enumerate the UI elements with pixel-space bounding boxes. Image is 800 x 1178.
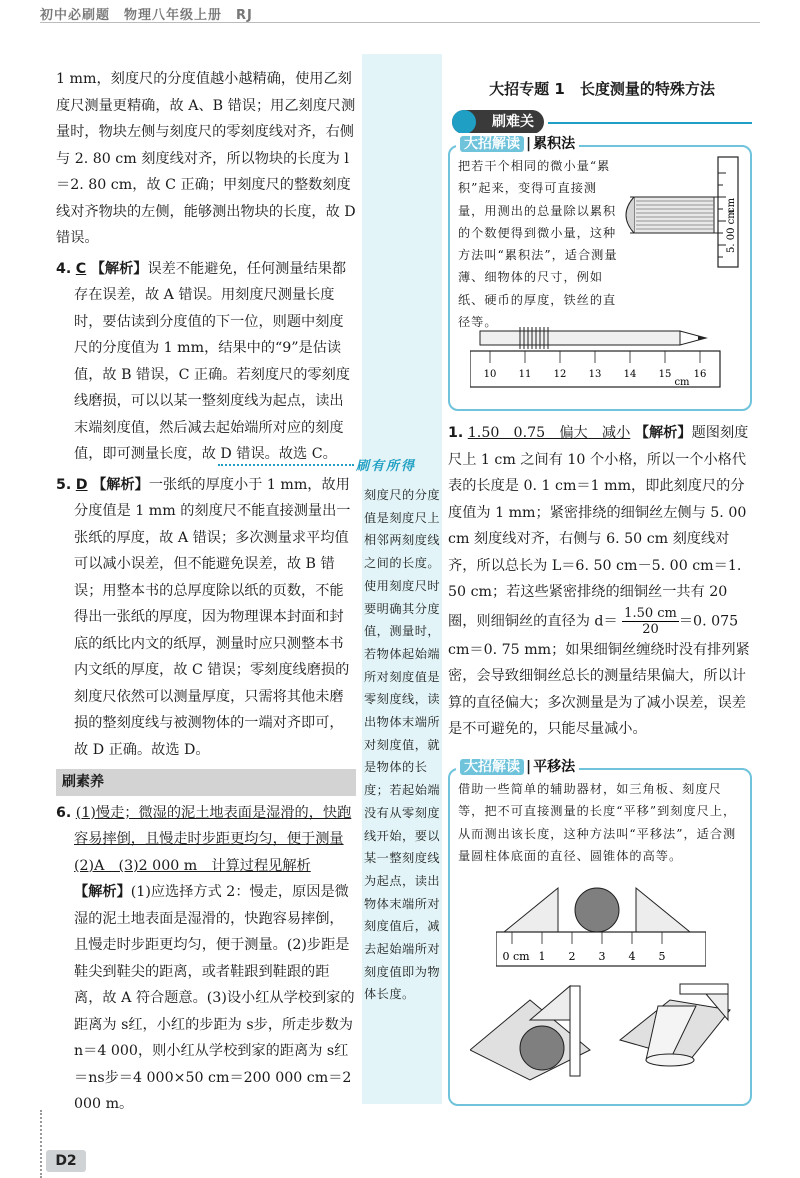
method-title: 大招解读 | 平移法 — [456, 756, 579, 776]
margin-note-tag: 刷有所得 — [356, 459, 417, 474]
analysis-label: 【解析】 — [74, 884, 131, 900]
method-box-accumulation — [448, 136, 752, 411]
ruler-side-label: 5. 00 cm — [726, 209, 737, 253]
answer-letter: D — [75, 476, 88, 493]
tick-unit: cm — [674, 377, 690, 388]
tick-label: 5 — [658, 950, 666, 963]
badge-rule — [548, 122, 752, 124]
section-badge-label: 刷难关 — [492, 114, 534, 130]
question-number: 5. — [56, 476, 72, 493]
question-5 — [56, 472, 356, 764]
wire-coil-diagram — [470, 323, 730, 407]
tick-label: 3 — [598, 950, 606, 963]
topic-title: 大招专题 1 长度测量的特殊方法 — [489, 80, 715, 98]
answer-part-1: (1)慢走；微湿的泥土地表面是湿滑的，快跑容易摔倒，且慢走时步距更均匀，便于测量 — [74, 804, 352, 847]
section-badge — [452, 110, 544, 134]
analysis-text: 一张纸的厚度小于 1 mm，故用分度值是 1 mm 的刻度尺不能直接测量出一张纸的厚度，故 A 错误；多次测量求平均值可以减小误差，但不能避免误差，故 B 错误；用整本书的总厚度除以纸的页数，不能得出一张纸的厚度，因为物理课本封面和封底的纸比内文的纸厚，测量时应只测整本书内文纸的厚度，故 C 错误；零刻度线磨损的刻度尺依然可以测量厚度，只需将其他未磨损的整刻度线与被测物体的一端对齐即可，故 D 正确。故选 D。 — [74, 476, 351, 758]
tick-label: 2 — [568, 950, 576, 963]
tick-label: 15 — [658, 369, 672, 380]
pencil-icon — [452, 110, 476, 134]
tick-label: 4 — [628, 950, 636, 963]
tick-label: 1 — [538, 950, 546, 963]
tick-label: 10 — [483, 369, 497, 380]
fraction — [622, 606, 679, 637]
question-1 — [448, 420, 752, 743]
margin-dotted-line — [40, 1110, 42, 1178]
analysis-text: (1)应选择方式 2：慢走，原因是微湿的泥土地表面是湿滑的，快跑容易摔倒，且慢走时步距更均匀，便于测量。(2)步距是鞋尖到鞋尖的距离，或者鞋跟到鞋跟的距离，故 A 符合题意。(3)设小红从学校到家的距离为 s红，小红的步距为 s步，所走步数为 n＝4 000，则小红从学校到家的距离为 s红＝ns步＝4 000×50 cm＝200 000 cm＝2 000 m。 — [74, 884, 355, 1112]
book-thickness-diagram — [610, 153, 750, 271]
tick-label: 0 cm — [502, 950, 530, 963]
analysis-label: 【解析】 — [634, 425, 692, 441]
question-number: 6. — [56, 804, 72, 821]
header-divider — [40, 22, 760, 23]
tick-label: 16 — [693, 369, 707, 380]
page-header: 初中必刷题 物理八年级上册 RJ — [40, 8, 253, 23]
fraction-numerator: 1.50 cm — [624, 605, 677, 621]
question-number: 1. — [448, 425, 464, 441]
analysis-label: 【解析】 — [92, 476, 149, 493]
answer-part-2: (2)A (3)2 000 m 计算过程见解析 — [74, 857, 311, 874]
tick-label: 11 — [518, 369, 532, 380]
method-text-1: 把若干个相同的微小量“累积”起来，变得可直接测量，用测出的总量除以累积的个数便得到微小量，这种方法叫“累积法”，适合测量薄、细物体的尺寸，例如纸、硬币的厚度，铁丝的直径等。 — [458, 159, 618, 330]
tick-label: 13 — [588, 369, 602, 380]
analysis-text: 误差不能避免，任何测量结果都存在误差，故 A 错误。用刻度尺测量长度时，要估读到分度值的下一位，则题中刻度尺的分度值为 1 mm，结果中的“9”是估读值，故 B 错误，C 正确。若刻度尺的零刻度线磨损，可以以某一整刻度线为起点，读出末端刻度值，然后减去起始端所对应的刻度值，即可测量长度，故 D 错误。故选 C。 — [74, 260, 350, 462]
analysis-label: 【解析】 — [90, 260, 148, 277]
answer-letter: C — [75, 260, 87, 277]
method-title-a: 大招解读 — [460, 759, 524, 775]
method-title-a: 大招解读 — [460, 136, 524, 152]
question-4 — [56, 256, 356, 468]
method-box-translation — [448, 759, 752, 1106]
left-column — [56, 66, 356, 1118]
margin-note-text: 刻度尺的分度值是刻度尺上相邻两刻度线之间的长度。使用刻度尺时要明确其分度值，测量时，若物体起始端所对刻度值是零刻度线，读出物体末端所对刻度值，就是物体的长度；若起始端没有从零刻度线开始，要以某一整刻度线为起点，读出物体末端所对刻度值后，减去起始端所对刻度值即为物体长度。 — [364, 488, 441, 1002]
cylinder-cone-diagram — [470, 980, 740, 1100]
dotted-leader — [218, 464, 354, 466]
circle-diameter-diagram — [496, 880, 706, 968]
right-column — [452, 60, 752, 136]
method-title: 大招解读 | 累积法 — [456, 133, 579, 153]
analysis-text-1: 题图刻度尺上 1 cm 之间有 10 个小格，所以一个小格代表的长度是 0. 1 cm＝1 mm，即此刻度尺的分度值为 1 mm；紧密排绕的细铜丝左侧与 5. 00 cm 刻度线对齐，右侧与 6. 50 cm 刻度线对齐，所以总长为 L＝6. 50 cm－5. 00 cm＝1. 50 cm；若这些紧密排绕的细铜丝一共有 20 圈，则细铜丝的直径为 d＝ — [448, 425, 749, 629]
answer-blanks: 1.50 0.75 偏大 减小 — [467, 425, 631, 441]
question-number: 4. — [56, 260, 72, 277]
paragraph-continued: 1 mm，刻度尺的分度值越小越精确，使用乙刻度尺测量更精确，故 A、B 错误；用乙刻度尺测量时，物块左侧与刻度尺的零刻度线对齐，右侧与 2. 80 cm 刻度线对齐，所以物块的长度为 l＝2. 80 cm，故 C 正确；甲刻度尺的整数刻度线对齐物块的左侧，能够测出物块的长度，故 D 错误。 — [56, 71, 356, 246]
tick-label: 12 — [553, 369, 567, 380]
method-title-b: 平移法 — [533, 759, 576, 775]
method-text-2: 借助一些简单的辅助器材，如三角板、刻度尺等，把不可直接测量的长度“平移”到刻度尺上，从而测出该长度，这种方法叫“平移法”，适合测量圆柱体底面的直径、圆锥体的高等。 — [458, 782, 737, 863]
page-number: D2 — [46, 1150, 86, 1172]
question-6 — [56, 800, 356, 1118]
method-title-b: 累积法 — [533, 136, 576, 152]
analysis-text-2: ＝0. 075 cm＝0. 75 mm；如果细铜丝缠绕时没有排列紧密，会导致细铜丝总长的测量结果偏大，所以计算的直径偏大；多次测量是为了减小误差，误差是不可避免的，只能尽量减小。 — [448, 613, 753, 737]
ruler-unit: cm — [726, 197, 737, 213]
section-label-shuasuyang: 刷素养 — [56, 769, 356, 796]
tick-label: 14 — [623, 369, 637, 380]
fraction-denominator: 20 — [642, 621, 659, 637]
